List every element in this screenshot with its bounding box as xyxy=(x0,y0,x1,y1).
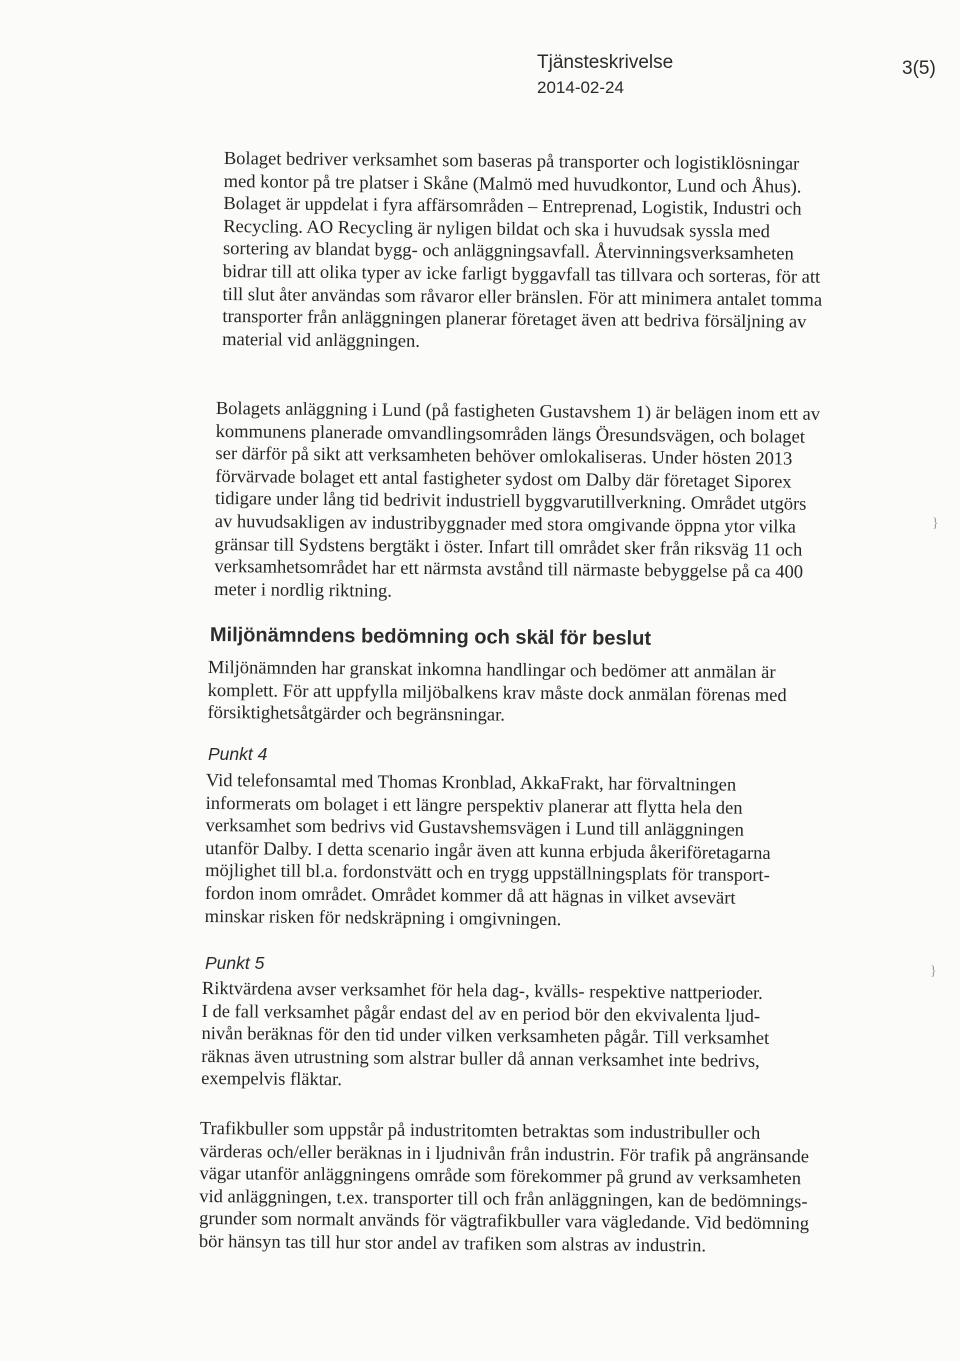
text-line: material vid anläggningen. xyxy=(222,329,421,352)
page-number: 3(5) xyxy=(902,58,936,79)
text-line: gränsar till Sydstens bergtäkt i öster. Infart till området sker från riksväg 11 och xyxy=(214,534,803,561)
text-line: exempelvis fläktar. xyxy=(201,1069,342,1091)
text-line: Trafikbuller som uppstår på industritomten betraktas som industribuller och xyxy=(199,1119,761,1144)
text-line: försiktighetsåtgärder och begränsningar. xyxy=(207,703,506,726)
text-line: Bolagets anläggning i Lund (på fastigheten Gustavshem 1) är belägen inom ett av xyxy=(215,398,821,425)
text-line: vägar utanför anläggningens område som förekommer på grund av verksamheten xyxy=(199,1164,802,1190)
text-line: Bolaget är uppdelat i fyra affärsområden – Entreprenad, Logistik, Industri och xyxy=(223,194,802,220)
paragraph-company-description xyxy=(222,148,884,358)
text-line: sortering av blandat bygg- och anläggningsavfall. Återvinningsverksamheten xyxy=(222,239,794,265)
text-line: förvärvade bolaget ett antal fastigheter sydost om Dalby där företaget Siporex xyxy=(215,466,792,493)
punkt-5-heading: Punkt 5 xyxy=(205,953,265,973)
text-line: informerats om bolaget i ett längre perspektiv planerar att flytta hela den xyxy=(205,793,743,819)
document-type-title: Tjänsteskrivelse xyxy=(537,52,674,73)
text-line: med kontor på tre platser i Skåne (Malmö med huvudkontor, Lund och Åhus). xyxy=(223,171,802,198)
text-line: meter i nordlig riktning. xyxy=(214,579,393,602)
text-line: komplett. För att uppfylla miljöbalkens krav måste dock anmälan förenas med xyxy=(207,680,787,706)
text-line: grunder som normalt används för vägtrafikbuller vara vägledande. Vid bedömning xyxy=(199,1209,810,1235)
text-line: utanför Dalby. I detta scenario ingår även att kunna erbjuda åkeriföretagarna xyxy=(205,838,771,864)
text-line: av huvudsakligen av industribyggnader med stora omgivande öppna ytor vilka xyxy=(214,511,796,538)
text-line: bidrar till att olika typer av icke farligt byggavfall tas tillvara och sorteras, för att xyxy=(222,261,821,288)
text-line: till slut åter användas som råvaror eller bränslen. För att minimera antalet tomma xyxy=(222,284,823,311)
margin-mark: } xyxy=(930,964,937,979)
document-date: 2014-02-24 xyxy=(537,78,624,97)
text-line: nivån beräknas för den tid under vilken verksamheten pågår. Till verksamhet xyxy=(201,1024,770,1050)
margin-mark: } xyxy=(932,516,939,531)
text-line: tidigare under lång tid bedrivit industriell byggvarutillverkning. Området utgörs xyxy=(214,489,807,516)
text-line: Miljönämnden har granskat inkomna handlingar och bedömer att anmälan är xyxy=(207,657,776,683)
text-line: ser därför på sikt att verksamheten behöver omlokaliseras. Under hösten 2013 xyxy=(215,444,793,470)
punkt-4-paragraph xyxy=(205,770,846,934)
paragraph-facility-location xyxy=(214,398,886,608)
text-line: verksamhetsområdet har ett närmsta avstånd till närmaste bebyggelse på ca 400 xyxy=(214,557,804,583)
text-line: minskar risken för nedskräpning i omgivningen. xyxy=(204,906,562,930)
punkt-4-heading: Punkt 4 xyxy=(208,744,268,764)
text-line: värderas och/eller beräknas in i ljudnivån från industrin. För trafik på angränsande xyxy=(199,1141,810,1167)
text-line: bör hänsyn tas till hur stor andel av trafiken som alstras av industrin. xyxy=(198,1231,707,1257)
text-line: Bolaget bedriver verksamhet som baseras på transporter och logistiklösningar xyxy=(223,148,800,175)
text-line: vid anläggningen, t.ex. transporter till och från anläggningen, kan de bedömnings- xyxy=(199,1186,808,1213)
text-line: möjlighet till bl.a. fordonstvätt och en trygg uppställningsplats för transport- xyxy=(205,861,770,887)
section-heading: Miljönämndens bedömning och skäl för beslut xyxy=(209,624,652,650)
paragraph-traffic-noise xyxy=(199,1118,880,1259)
text-line: I de fall verksamhet pågår endast del av en period bör den ekvivalenta ljud- xyxy=(201,1001,761,1027)
text-line: kommunens planerade omvandlingsområden längs Öresundsvägen, och bolaget xyxy=(215,421,806,448)
punkt-5-paragraph xyxy=(201,978,842,1097)
text-line: Recycling. AO Recycling är nyligen bildat och ska i huvudsak syssla med xyxy=(223,216,770,243)
text-line: transporter från anläggningen planerar företaget även att bedriva försäljning av xyxy=(222,307,807,333)
text-line: fordon inom området. Området kommer då att hägnas in vilket avsevärt xyxy=(204,883,736,909)
text-line: Riktvärdena avser verksamhet för hela dag-, kvälls- respektive nattperioder. xyxy=(201,978,763,1004)
text-line: verksamhet som bedrivs vid Gustavshemsvägen i Lund till anläggningen xyxy=(205,816,745,841)
paragraph-assessment xyxy=(207,657,858,730)
text-line: Vid telefonsamtal med Thomas Kronblad, AkkaFrakt, har förvaltningen xyxy=(205,770,737,796)
text-line: räknas även utrustning som alstrar buller då annan verksamhet inte bedrivs, xyxy=(201,1046,760,1072)
